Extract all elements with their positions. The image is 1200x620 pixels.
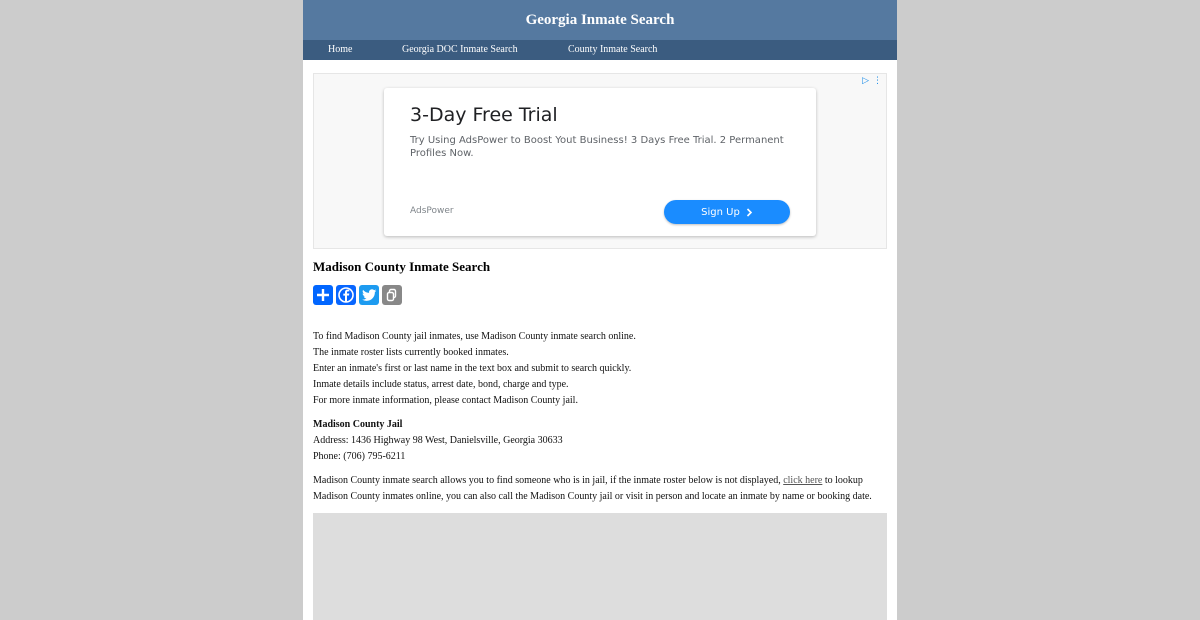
ad-title[interactable]: 3-Day Free Trial: [410, 104, 558, 126]
nav-item-county-search[interactable]: County Inmate Search: [568, 44, 658, 55]
search-info-text-cont: to lookup Madison County inmates online, you can also call the Madison County jail or visit in person and locate an inmate by name or booking date.: [313, 475, 872, 502]
jail-info: [313, 417, 889, 465]
site-header: [303, 0, 897, 40]
ad-banner[interactable]: [313, 73, 887, 249]
copy-link-icon[interactable]: [382, 285, 402, 305]
ad-signup-label: Sign Up: [701, 206, 740, 218]
page-container: [303, 0, 897, 620]
intro-line: For more inmate information, please contact Madison County jail.: [313, 395, 578, 406]
ad-choices-icon[interactable]: ▷: [862, 76, 869, 86]
nav-item-georgia-doc[interactable]: Georgia DOC Inmate Search: [402, 44, 518, 55]
intro-line: To find Madison County jail inmates, use Madison County inmate search online.: [313, 331, 636, 342]
nav-bar: [303, 40, 897, 60]
search-info: [313, 473, 889, 505]
facebook-icon[interactable]: [336, 285, 356, 305]
ad-choices[interactable]: [862, 76, 882, 86]
nav-item-home[interactable]: Home: [328, 44, 353, 55]
chevron-right-icon: [746, 208, 753, 217]
search-info-text: Madison County inmate search allows you to find someone who is in jail, if the inmate roster below is not displayed,: [313, 475, 784, 486]
inmate-roster-frame[interactable]: [313, 513, 887, 620]
search-info-paragraph: [313, 473, 889, 505]
intro-line: Inmate details include status, arrest date, bond, charge and type.: [313, 379, 569, 390]
site-title[interactable]: Georgia Inmate Search: [525, 11, 675, 28]
ad-description: Try Using AdsPower to Boost Yout Business! 3 Days Free Trial. 2 Permanent Profiles Now.: [410, 135, 784, 159]
ad-card[interactable]: [384, 88, 816, 236]
jail-address: Address: 1436 Highway 98 West, Danielsville, Georgia 30633: [313, 435, 563, 446]
ad-signup-button[interactable]: [664, 200, 790, 224]
share-buttons: [313, 285, 402, 305]
jail-phone: Phone: (706) 795-6211: [313, 451, 406, 462]
share-plus-icon[interactable]: [313, 285, 333, 305]
ad-brand: AdsPower: [410, 206, 454, 216]
twitter-icon[interactable]: [359, 285, 379, 305]
intro-text: [313, 329, 889, 409]
jail-name: Madison County Jail: [313, 419, 403, 430]
intro-line: The inmate roster lists currently booked inmates.: [313, 347, 509, 358]
click-here-link[interactable]: click here: [783, 475, 823, 486]
page-title: Madison County Inmate Search: [313, 259, 491, 274]
intro-line: Enter an inmate's first or last name in the text box and submit to search quickly.: [313, 363, 632, 374]
ad-menu-icon[interactable]: ⋮: [873, 76, 882, 86]
